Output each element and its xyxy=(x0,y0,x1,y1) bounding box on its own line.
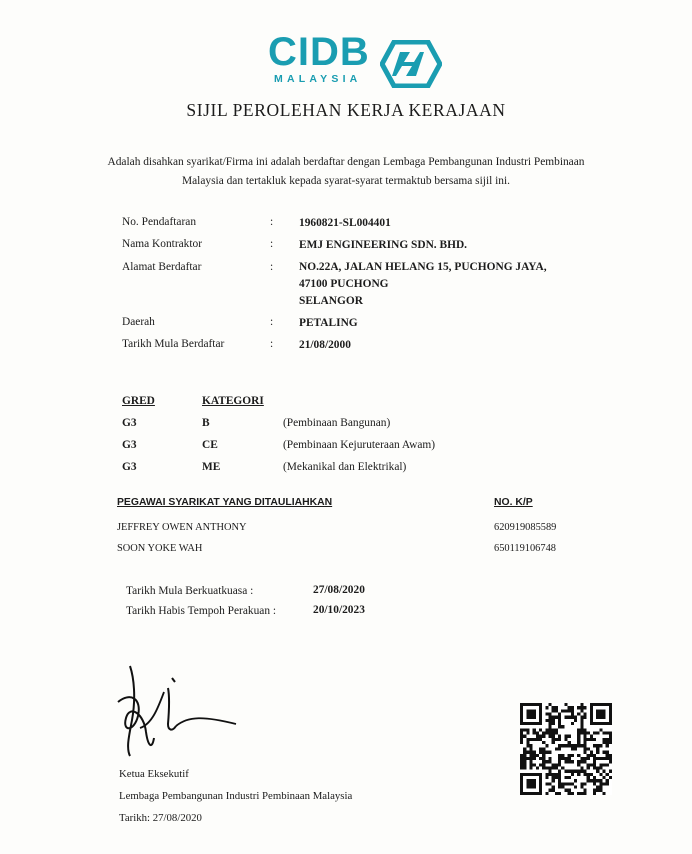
signatory-role: Ketua Eksekutif xyxy=(119,768,189,780)
signatory-org: Lembaga Pembangunan Industri Pembinaan Malaysia xyxy=(119,790,353,802)
officer-name: JEFFREY OWEN ANTHONY xyxy=(117,522,247,533)
reg-date-value: 21/08/2000 xyxy=(299,339,351,351)
validity-start-label: Tarikh Mula Berkuatkuasa : xyxy=(126,585,254,597)
category-cell: CE xyxy=(202,439,218,451)
validity-end-value: 20/10/2023 xyxy=(313,604,365,616)
certificate-title: SIJIL PEROLEHAN KERJA KERAJAAN xyxy=(186,100,506,120)
grade-cell: G3 xyxy=(122,461,137,473)
grade-cell: G3 xyxy=(122,417,137,429)
colon: : xyxy=(270,238,274,250)
category-cell: B xyxy=(202,417,210,429)
address-label: Alamat Berdaftar xyxy=(122,261,202,273)
grade-cell: G3 xyxy=(122,439,137,451)
officer-id: 650119106748 xyxy=(494,543,556,554)
colon: : xyxy=(270,316,274,328)
address-line-1: NO.22A, JALAN HELANG 15, PUCHONG JAYA, xyxy=(299,261,547,273)
reg-no-value: 1960821-SL004401 xyxy=(299,217,391,229)
reg-date-label: Tarikh Mula Berdaftar xyxy=(122,338,225,350)
category-header: KATEGORI xyxy=(202,395,264,407)
grade-header: GRED xyxy=(122,395,155,407)
colon: : xyxy=(270,338,274,350)
address-line-2: 47100 PUCHONG xyxy=(299,278,389,290)
category-desc: (Mekanikal dan Elektrikal) xyxy=(283,461,407,473)
category-desc: (Pembinaan Bangunan) xyxy=(283,417,391,429)
qr-code xyxy=(520,703,612,795)
category-desc: (Pembinaan Kejuruteraan Awam) xyxy=(283,439,436,451)
category-cell: ME xyxy=(202,461,221,473)
intro-text xyxy=(90,153,602,191)
logo-country: MALAYSIA xyxy=(274,73,362,85)
validity-end-label: Tarikh Habis Tempoh Perakuan : xyxy=(126,605,277,617)
intro-line-2: Malaysia dan tertakluk kepada syarat-syarat termaktub bersama sijil ini. xyxy=(182,175,510,187)
signature xyxy=(112,658,242,768)
colon: : xyxy=(270,261,274,273)
colon: : xyxy=(270,216,274,228)
intro-line-1: Adalah disahkan syarikat/Firma ini adalah berdaftar dengan Lembaga Pembangunan Industri Pembinaan xyxy=(107,156,585,168)
cidb-logo xyxy=(268,30,444,90)
validity-start-value: 27/08/2020 xyxy=(313,584,365,596)
address-line-3: SELANGOR xyxy=(299,295,363,307)
contractor-label: Nama Kontraktor xyxy=(122,238,203,250)
officers-header: PEGAWAI SYARIKAT YANG DITAULIAHKAN xyxy=(117,497,333,508)
logo-brand: CIDB xyxy=(268,30,370,74)
reg-no-label: No. Pendaftaran xyxy=(122,216,197,228)
district-value: PETALING xyxy=(299,317,358,329)
cidb-logo-mark-icon xyxy=(380,40,442,88)
contractor-value: EMJ ENGINEERING SDN. BHD. xyxy=(299,239,468,251)
officer-id: 620919085589 xyxy=(494,522,557,533)
address-value xyxy=(299,259,547,310)
signature-date: Tarikh: 27/08/2020 xyxy=(119,812,202,824)
district-label: Daerah xyxy=(122,316,155,328)
officer-name: SOON YOKE WAH xyxy=(117,543,203,554)
officer-id-header: NO. K/P xyxy=(494,497,533,508)
